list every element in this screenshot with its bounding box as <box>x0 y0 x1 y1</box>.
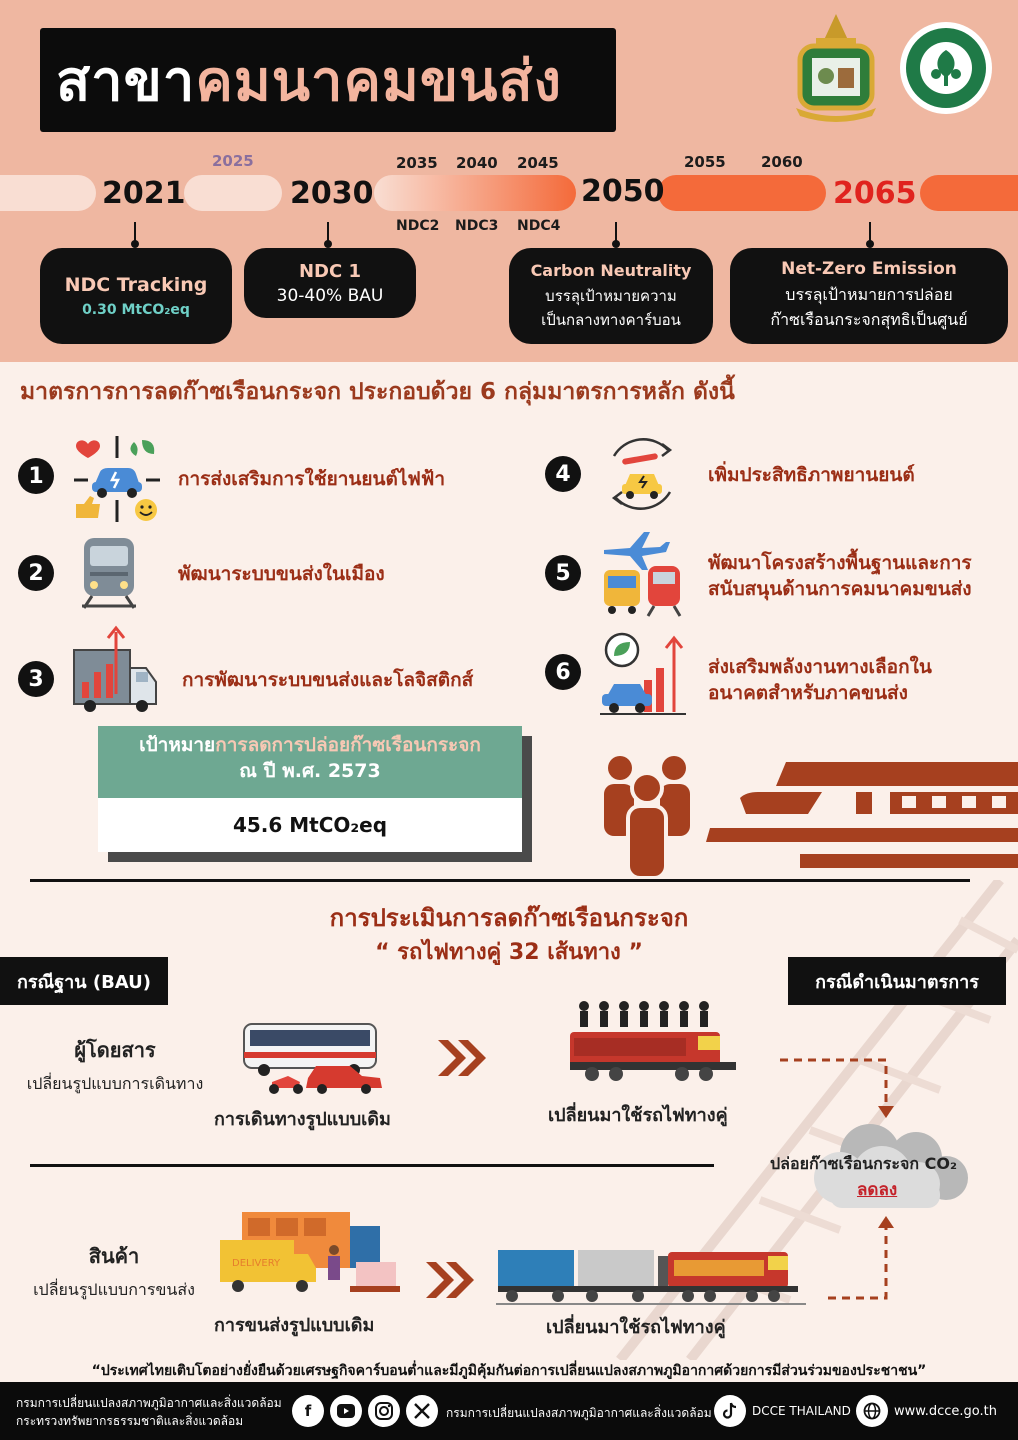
x-icon[interactable] <box>406 1395 438 1427</box>
measure-6-text-line2: อนาคตสำหรับภาคขนส่ง <box>708 682 908 704</box>
alternative-energy-icon <box>600 632 686 716</box>
passenger-new-caption: เปลี่ยนมาใช้รถไฟทางคู่ <box>548 1105 728 1126</box>
footer-org-line1: กรมการเปลี่ยนแปลงสภาพภูมิอากาศและสิ่งแวดล้อม <box>16 1396 282 1410</box>
ndc-tracking-title: NDC Tracking <box>64 274 208 296</box>
measure-6-text-line1: ส่งเสริมพลังงานทางเลือกใน <box>708 656 932 678</box>
measure-1-text: การส่งเสริมการใช้ยานยนต์ไฟฟ้า <box>178 468 446 490</box>
passenger-label <box>10 1034 220 1097</box>
title-part2: คมนาคมขนส่ง <box>195 48 562 114</box>
freight-train-icon <box>496 1230 806 1306</box>
year-2035: 2035 <box>396 154 438 172</box>
passenger-old-caption: การเดินทางรูปแบบเดิม <box>214 1109 391 1130</box>
measure-5-text-line1: พัฒนาโครงสร้างพื้นฐานและการ <box>708 552 972 574</box>
cargo-old-caption: การขนส่งรูปแบบเดิม <box>214 1315 375 1336</box>
nz-line1: บรรลุเป้าหมายการปล่อย <box>785 285 953 304</box>
cargo-label <box>14 1240 214 1303</box>
footer-org-line2: กระทรวงทรัพยากรธรรมชาติและสิ่งแวดล้อม <box>16 1414 244 1428</box>
chevron-right-icon <box>436 1038 490 1078</box>
target-head-part2: การลดการปล่อยก๊าซเรือนกระจก <box>215 734 481 756</box>
cn-line2: เป็นกลางทางคาร์บอน <box>541 310 681 329</box>
cargo-title: สินค้า <box>88 1244 140 1268</box>
pin-2021 <box>134 222 136 244</box>
timeline-bar-4 <box>658 175 826 211</box>
measure-2-number: 2 <box>18 555 54 591</box>
measure-1-number: 1 <box>18 458 54 494</box>
measure-4-text: เพิ่มประสิทธิภาพยานยนต์ <box>708 464 915 486</box>
measure-3-text: การพัฒนาระบบขนส่งและโลจิสติกส์ <box>182 669 474 691</box>
measure-2-text: พัฒนาระบบขนส่งในเมือง <box>178 563 385 585</box>
year-2055: 2055 <box>684 153 726 171</box>
ndc-tracking-value: 0.30 MtCO₂eq <box>82 302 190 318</box>
vehicle-efficiency-icon <box>600 434 684 514</box>
footer <box>0 1382 1018 1440</box>
logistics-truck-icon <box>70 624 160 714</box>
people-icon <box>600 750 694 878</box>
year-2025: 2025 <box>212 152 254 170</box>
target-box <box>98 726 522 852</box>
bau-tag: กรณีฐาน (BAU) <box>0 957 168 1005</box>
quote-text: “ประเทศไทยเติบโตอย่างยั่งยืนด้วยเศรษฐกิจคาร์บอนต่ำและมีภูมิคุ้มกันต่อการเปลี่ยนแปลงสภาพภูมิอากาศด้วยการมีส่วนร่วมของประชาชน” <box>91 1363 927 1379</box>
nz-line2: ก๊าซเรือนกระจกสุทธิเป็นศูนย์ <box>770 310 968 329</box>
title-part1: สาขา <box>56 48 196 114</box>
pin-2030 <box>327 222 329 244</box>
net-zero-box <box>730 248 1008 344</box>
dcce-logo-icon <box>898 20 994 116</box>
ndc1-box <box>244 248 416 318</box>
measure-5-number: 5 <box>545 555 581 591</box>
nz-title: Net-Zero Emission <box>781 259 957 279</box>
tiktok-icon[interactable] <box>714 1395 746 1427</box>
target-heading <box>98 726 522 798</box>
pin-2065 <box>869 222 871 244</box>
timeline-bar-2 <box>184 175 282 211</box>
passenger-train-icon <box>562 996 742 1086</box>
chevron-right-icon-2 <box>424 1260 478 1300</box>
year-2040: 2040 <box>456 154 498 172</box>
passenger-subtitle: เปลี่ยนรูปแบบการเดินทาง <box>26 1074 204 1093</box>
assessment-subtitle: “ รถไฟทางคู่ 32 เส้นทาง ” <box>375 940 643 965</box>
assessment-title: การประเมินการลดก๊าซเรือนกระจก <box>329 904 689 932</box>
target-head-part1: เป้าหมาย <box>139 734 216 756</box>
infrastructure-icon <box>600 526 690 618</box>
target-value: 45.6 MtCO₂eq <box>98 798 522 852</box>
pin-2050 <box>615 222 617 244</box>
cargo-new-caption: เปลี่ยนมาใช้รถไฟทางคู่ <box>546 1317 726 1338</box>
year-2065: 2065 <box>833 176 917 211</box>
measure-5-text-line2: สนับสนุนด้านการคมนาคมขนส่ง <box>708 578 972 600</box>
facebook-icon[interactable]: f <box>292 1395 324 1427</box>
cargo-subtitle: เปลี่ยนรูปแบบการขนส่ง <box>33 1280 195 1299</box>
instagram-icon[interactable] <box>368 1395 400 1427</box>
ndc-tracking-box <box>40 248 232 344</box>
measure-3-number: 3 <box>18 661 54 697</box>
emission-text: ปล่อยก๊าซเรือนกระจก CO₂ <box>770 1154 957 1173</box>
emission-reduced: ลดลง <box>857 1180 898 1200</box>
section-divider-2 <box>30 1164 714 1167</box>
measure-case-tag: กรณีดำเนินมาตรการ <box>788 957 1006 1005</box>
measures-title: มาตรการการลดก๊าซเรือนกระจก ประกอบด้วย 6 กลุ่มมาตรการหลัก ดังนี้ <box>20 379 735 405</box>
passenger-title: ผู้โดยสาร <box>74 1038 156 1062</box>
measure-6-number: 6 <box>545 654 581 690</box>
globe-icon[interactable] <box>856 1395 888 1427</box>
cn-line1: บรรลุเป้าหมายความ <box>545 286 677 305</box>
ndc4-label: NDC4 <box>517 218 561 234</box>
year-2021: 2021 <box>102 176 186 211</box>
footer-tiktok[interactable]: DCCE THAILAND <box>752 1404 851 1418</box>
ndc2-label: NDC2 <box>396 218 440 234</box>
ndc1-title: NDC 1 <box>298 260 361 282</box>
year-2060: 2060 <box>761 153 803 171</box>
page-title <box>40 28 616 132</box>
dashed-arrow-down <box>776 1050 896 1122</box>
cn-title: Carbon Neutrality <box>530 260 692 280</box>
train-graphic <box>706 756 1018 872</box>
urban-train-icon <box>80 536 138 610</box>
bus-car-icon <box>242 1020 386 1094</box>
timeline-bar-3 <box>374 175 576 211</box>
footer-website[interactable]: www.dcce.go.th <box>894 1404 997 1419</box>
timeline-bar-5 <box>920 175 1018 211</box>
footer-social-name: กรมการเปลี่ยนแปลงสภาพภูมิอากาศและสิ่งแวดล้อม <box>446 1406 712 1420</box>
delivery-trucks-icon <box>218 1210 404 1296</box>
ministry-seal-icon <box>790 10 882 122</box>
ev-promotion-icon <box>72 436 162 522</box>
youtube-icon[interactable] <box>330 1395 362 1427</box>
year-2045: 2045 <box>517 154 559 172</box>
dashed-arrow-up <box>824 1212 896 1304</box>
delivery-text: DELIVERY <box>232 1258 281 1269</box>
ndc3-label: NDC3 <box>455 218 499 234</box>
ndc1-value: 30-40% BAU <box>276 285 384 306</box>
target-head-line2: ณ ปี พ.ศ. 2573 <box>239 760 381 782</box>
timeline-bar-1 <box>0 175 96 211</box>
year-2030: 2030 <box>290 176 374 211</box>
year-2050: 2050 <box>581 174 665 209</box>
measure-4-number: 4 <box>545 456 581 492</box>
carbon-neutrality-box <box>509 248 713 344</box>
